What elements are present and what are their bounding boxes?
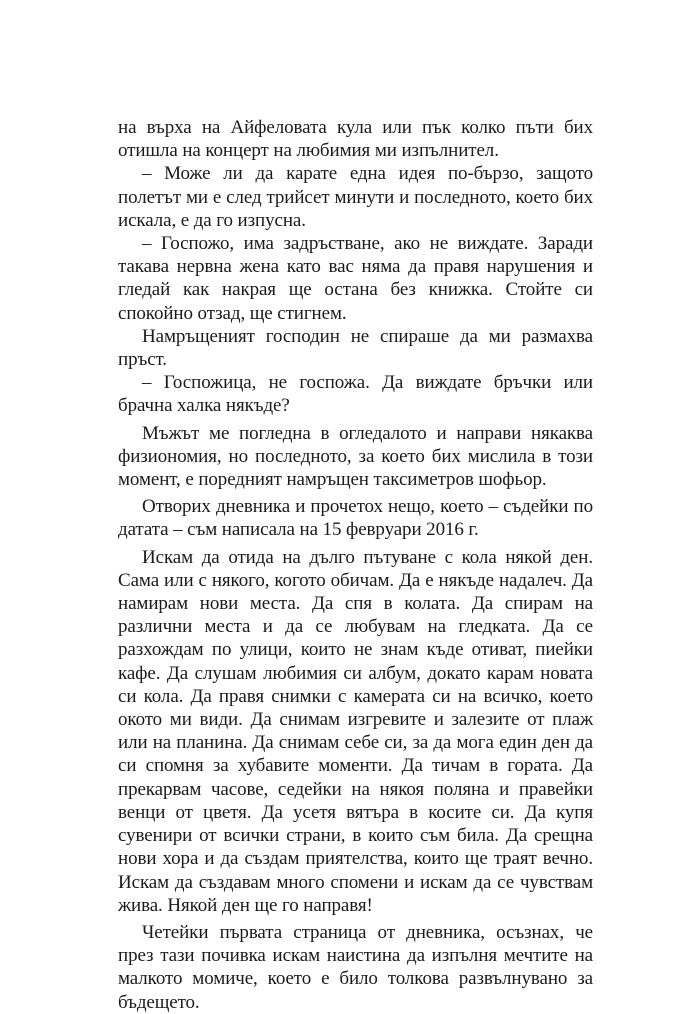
page-text	[118, 116, 593, 1014]
paragraph: – Може ли да карате една идея по-бързо, защото полетът ми е след трийсет минути и последното, което бих искала, е да го изпусна.	[118, 163, 593, 231]
paragraph: на върха на Айфеловата кула или пък колко пъти бих отишла на концерт на любимия ми изпълнител.	[118, 117, 593, 162]
paragraph: Отворих дневника и прочетох нещо, което – съдейки по датата – съм написала на 15 февруари 2016 г.	[118, 496, 593, 541]
paragraph: Намръщеният господин не спираше да ми размахва пръст.	[118, 325, 593, 371]
diary-entry-paragraph: Искам да отида на дълго пътуване с кола някой ден. Сама или с някого, когото обичам. Да е някъде надалеч. Да намирам нови места. Да спя в колата. Да спирам на различни места и да се любувам на гледката. Да се разхождам по улици, които не знам къде отиват, пиейки кафе. Да слушам любимия си албум, докато карам новата си кола. Да правя снимки с камерата си на всичко, което окото ми види. Да снимам изгревите и залезите от плаж или на планина. Да снимам себе си, за да мога един ден да си спомня за хубавите моменти. Да тичам в гората. Да прекарвам часове, седейки на някоя поляна и правейки венци от цветя. Да усетя вятъра в косите си. Да купя сувенири от всички страни, в които съм била. Да срещна нови хора и да създам приятелства, които ще траят вечно. Искам да създавам много спомени и искам да се чувствам жива. Някой ден ще го направя!	[118, 546, 593, 916]
paragraph: Четейки първата страница от дневника, осъзнах, че през тази почивка искам наистина да изпълня мечтите на малкото момиче, което е било толкова развълнувано за бъдещето.	[118, 921, 593, 1013]
paragraph: – Госпожица, не госпожа. Да виждате бръчки или брачна халка някъде?	[118, 372, 593, 417]
paragraph: Мъжът ме погледна в огледалото и направи някаква физиономия, но последното, за което бих мислила в този момент, е поредният намръщен таксиметров шофьор.	[118, 422, 593, 491]
paragraph: – Госпожо, има задръстване, ако не виждате. Заради такава нервна жена като вас няма да правя нарушения и гледай как накрая ще остана без книжка. Стойте си спокойно отзад, ще стигнем.	[118, 233, 593, 324]
